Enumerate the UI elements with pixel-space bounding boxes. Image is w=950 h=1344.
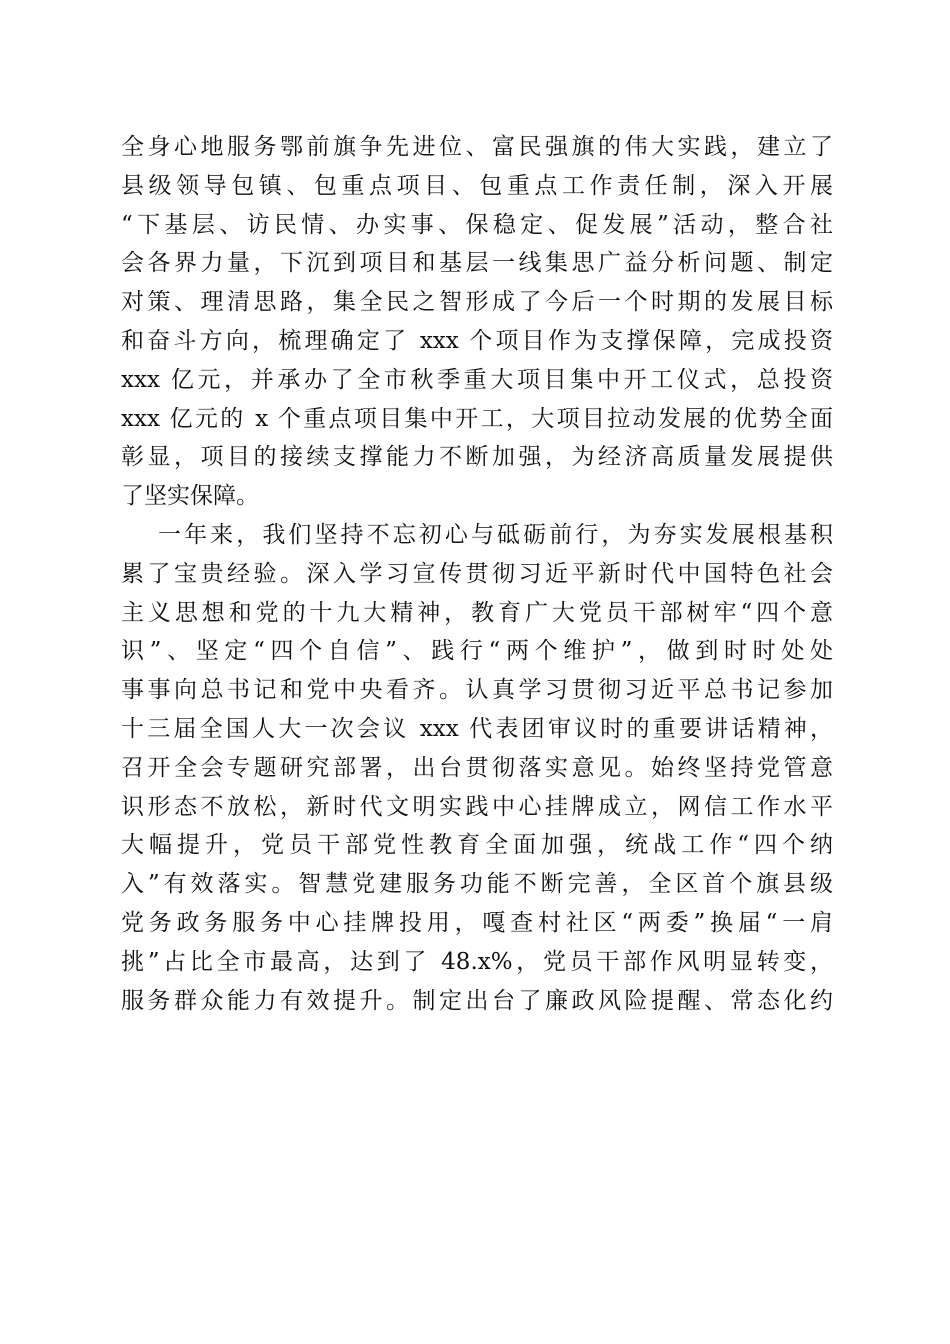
text-line: 召开全会专题研究部署，出台贯彻落实意见。始终坚持党管意 bbox=[121, 754, 833, 781]
text-line: xxx 亿元，并承办了全市秋季重大项目集中开工仪式，总投资 bbox=[121, 366, 833, 393]
text-line: 县级领导包镇、包重点项目、包重点工作责任制，深入开展 bbox=[121, 172, 833, 199]
text-line: 主义思想和党的十九大精神，教育广大党员干部树牢“四个意 bbox=[121, 599, 833, 626]
paragraph-1 bbox=[121, 128, 833, 516]
text-line: 服务群众能力有效提升。制定出台了廉政风险提醒、常态化约 bbox=[121, 987, 833, 1014]
text-line: 对策、理清思路，集全民之智形成了今后一个时期的发展目标 bbox=[121, 289, 833, 316]
text-line: 会各界力量，下沉到项目和基层一线集思广益分析问题、制定 bbox=[121, 250, 833, 277]
text-line: 党务政务服务中心挂牌投用，嘎查村社区“两委”换届“一肩 bbox=[121, 909, 833, 936]
text-line: 一年来，我们坚持不忘初心与砥砺前行，为夯实发展根基积 bbox=[158, 521, 833, 548]
text-line: 全身心地服务鄂前旗争先进位、富民强旗的伟大实践，建立了 bbox=[121, 134, 833, 160]
text-line: 入”有效落实。智慧党建服务功能不断完善，全区首个旗县级 bbox=[121, 871, 833, 898]
text-line: 挑”占比全市最高，达到了 48.x%，党员干部作风明显转变， bbox=[121, 948, 833, 975]
text-line: 和奋斗方向，梳理确定了 xxx 个项目作为支撑保障，完成投资 bbox=[121, 327, 833, 354]
text-line: 大幅提升，党员干部党性教育全面加强，统战工作“四个纳 bbox=[121, 832, 833, 859]
text-line: 十三届全国人大一次会议 xxx 代表团审议时的重要讲话精神， bbox=[121, 715, 833, 742]
text-line: 彰显，项目的接续支撑能力不断加强，为经济高质量发展提供 bbox=[121, 444, 833, 471]
document-body bbox=[121, 128, 833, 1020]
text-line: 了坚实保障。 bbox=[121, 483, 259, 510]
text-line: xxx 亿元的 x 个重点项目集中开工，大项目拉动发展的优势全面 bbox=[121, 405, 833, 432]
text-line: “下基层、访民情、办实事、保稳定、促发展”活动，整合社 bbox=[121, 211, 833, 238]
paragraph-2 bbox=[121, 516, 833, 1020]
text-line: 识”、坚定“四个自信”、践行“两个维护”，做到时时处处 bbox=[121, 638, 833, 665]
text-line: 事事向总书记和党中央看齐。认真学习贯彻习近平总书记参加 bbox=[121, 677, 833, 704]
text-line: 累了宝贵经验。深入学习宣传贯彻习近平新时代中国特色社会 bbox=[121, 560, 833, 587]
text-line: 识形态不放松，新时代文明实践中心挂牌成立，网信工作水平 bbox=[121, 793, 833, 820]
